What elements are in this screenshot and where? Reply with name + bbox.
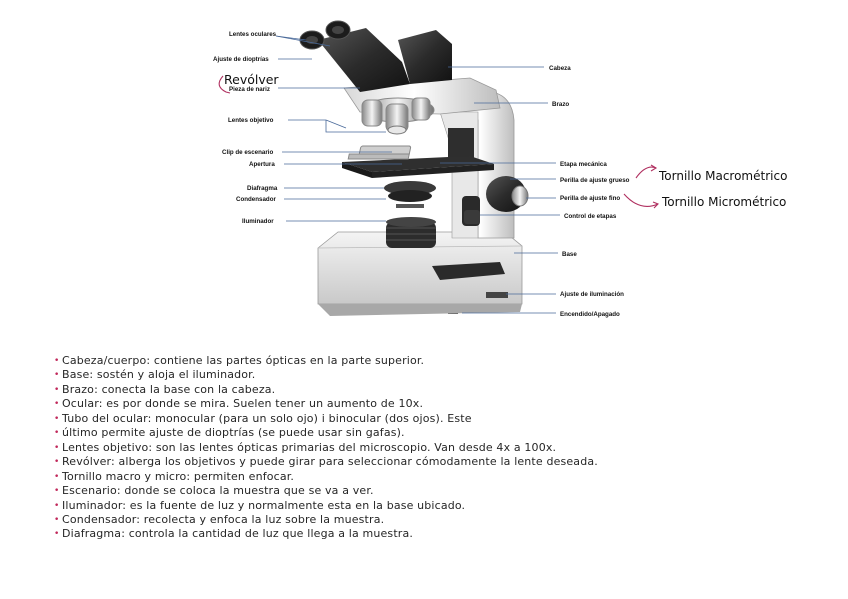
label-ajuste-dioptrias: Ajuste de dioptrías bbox=[213, 56, 269, 63]
bullet-icon: • bbox=[54, 529, 60, 540]
note-item bbox=[54, 354, 834, 368]
label-base: Base bbox=[562, 251, 577, 258]
note-item bbox=[54, 484, 834, 498]
note-text: Brazo: conecta la base con la cabeza. bbox=[62, 382, 276, 396]
note-text: Iluminador: es la fuente de luz y normalmente esta en la base ubicado. bbox=[62, 498, 466, 512]
note-text: Diafragma: controla la cantidad de luz que llega a la muestra. bbox=[62, 527, 413, 541]
note-text: último permite ajuste de dioptrías (se puede usar sin gafas). bbox=[62, 426, 405, 440]
notes-list bbox=[54, 354, 834, 542]
note-item bbox=[54, 527, 834, 541]
label-tornillo-micrometrico: Tornillo Micrométrico bbox=[662, 195, 787, 209]
note-item bbox=[54, 441, 834, 455]
note-text: Escenario: donde se coloca la muestra que se va a ver. bbox=[62, 484, 374, 498]
note-text: Tubo del ocular: monocular (para un solo ojo) i binocular (dos ojos). Este bbox=[62, 411, 472, 425]
label-etapa-mecanica: Etapa mecánica bbox=[560, 161, 607, 168]
note-item bbox=[54, 397, 834, 411]
note-text: Lentes objetivo: son las lentes ópticas primarias del microscopio. Van desde 4x a 100x. bbox=[62, 440, 557, 454]
label-encendido-apagado: Encendido/Apagado bbox=[560, 311, 620, 318]
label-ajuste-iluminacion: Ajuste de iluminación bbox=[560, 291, 624, 298]
label-perilla-fino: Perilla de ajuste fino bbox=[560, 195, 621, 202]
label-diafragma: Diafragma bbox=[247, 185, 278, 192]
note-text: Condensador: recolecta y enfoca la luz sobre la muestra. bbox=[62, 512, 385, 526]
note-item bbox=[54, 513, 834, 527]
bullet-icon: • bbox=[54, 370, 60, 381]
note-text: Cabeza/cuerpo: contiene las partes ópticas en la parte superior. bbox=[62, 354, 425, 367]
label-clip-escenario: Clip de escenario bbox=[222, 149, 274, 156]
note-item bbox=[54, 412, 834, 426]
label-condensador: Condensador bbox=[236, 196, 276, 203]
note-item bbox=[54, 426, 834, 440]
bullet-icon: • bbox=[54, 413, 60, 424]
note-text: Tornillo macro y micro: permiten enfocar. bbox=[62, 469, 295, 483]
bullet-icon: • bbox=[54, 500, 60, 511]
bullet-icon: • bbox=[54, 384, 60, 395]
label-brazo: Brazo bbox=[552, 101, 570, 108]
note-text: Base: sostén y aloja el iluminador. bbox=[62, 368, 256, 382]
label-tornillo-macrometrico: Tornillo Macrométrico bbox=[659, 169, 788, 183]
macro-arrow-icon bbox=[636, 167, 656, 178]
micro-arrow-icon bbox=[624, 194, 658, 206]
label-iluminador: Iluminador bbox=[242, 218, 274, 225]
note-item bbox=[54, 368, 834, 382]
label-pieza-nariz: Pieza de nariz bbox=[229, 86, 270, 93]
note-item bbox=[54, 383, 834, 397]
note-item bbox=[54, 455, 834, 469]
label-apertura: Apertura bbox=[249, 161, 275, 168]
note-text: Ocular: es por donde se mira. Suelen tener un aumento de 10x. bbox=[62, 397, 424, 411]
bullet-icon: • bbox=[54, 428, 60, 439]
microscope-illustration bbox=[300, 21, 528, 316]
bullet-icon: • bbox=[54, 457, 60, 468]
bullet-icon: • bbox=[54, 514, 60, 525]
note-text: Revólver: alberga los objetivos y puede girar para seleccionar cómodamente la lente deseada. bbox=[62, 455, 598, 469]
bullet-icon: • bbox=[54, 471, 60, 482]
label-lentes-objetivo: Lentes objetivo bbox=[228, 117, 274, 124]
label-revolver: Revólver bbox=[224, 72, 279, 87]
note-item bbox=[54, 499, 834, 513]
label-control-etapas: Control de etapas bbox=[564, 213, 617, 220]
bullet-icon: • bbox=[54, 486, 60, 497]
bullet-icon: • bbox=[54, 399, 60, 410]
bullet-icon: • bbox=[54, 356, 60, 366]
label-lentes-oculares: Lentes oculares bbox=[229, 31, 277, 38]
note-item bbox=[54, 470, 834, 484]
bullet-icon: • bbox=[54, 442, 60, 453]
label-cabeza: Cabeza bbox=[549, 65, 571, 72]
label-perilla-grueso: Perilla de ajuste grueso bbox=[560, 177, 630, 184]
